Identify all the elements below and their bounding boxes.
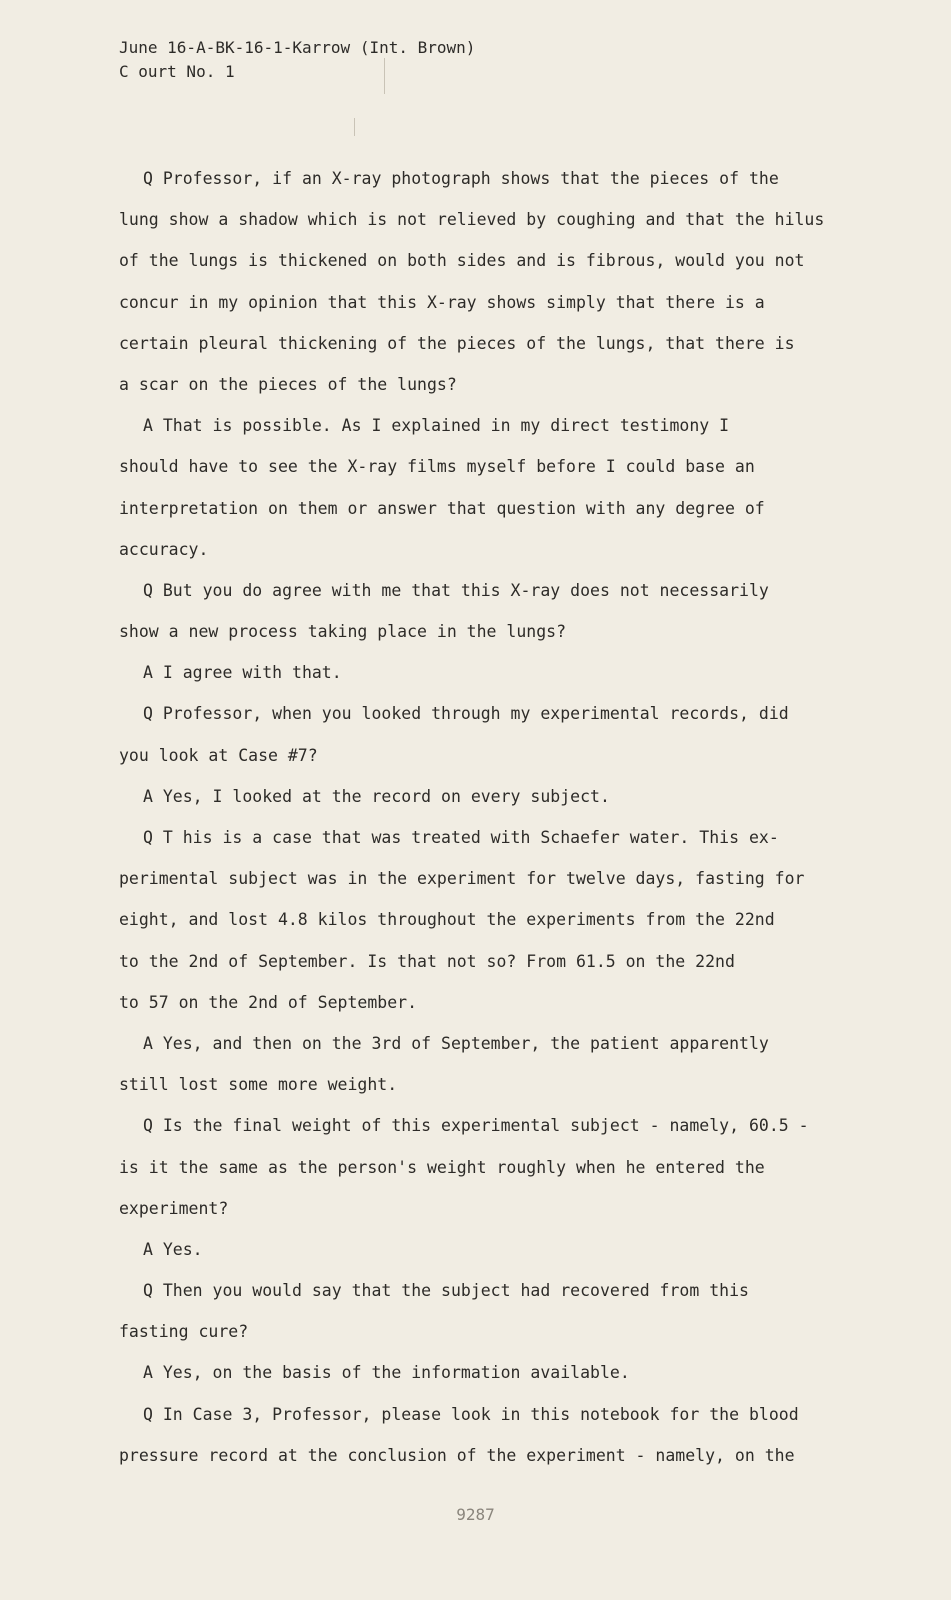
transcript-line: accuracy. xyxy=(119,539,209,559)
document-header xyxy=(119,36,475,84)
page-number: 9287 xyxy=(456,1505,495,1524)
transcript-line: A Yes. xyxy=(143,1239,203,1259)
transcript-line: still lost some more weight. xyxy=(119,1075,398,1095)
transcript-line: Q Then you would say that the subject had recovered from this xyxy=(143,1281,749,1301)
header-case-line: June 16-A-BK-16-1-Karrow (Int. Brown) xyxy=(119,38,476,57)
transcript-line: lung show a shadow which is not relieved by coughing and that the hilus xyxy=(119,210,825,230)
paper-crease-mark xyxy=(384,58,385,94)
transcript-line: concur in my opinion that this X-ray shows simply that there is a xyxy=(119,292,765,312)
transcript-line: A Yes, on the basis of the information available. xyxy=(143,1363,630,1383)
transcript-line: of the lungs is thickened on both sides and is fibrous, would you not xyxy=(119,251,805,271)
transcript-line: A Yes, and then on the 3rd of September, the patient apparently xyxy=(143,1033,769,1053)
transcript-line: experiment? xyxy=(119,1198,229,1218)
paper-crease-mark xyxy=(354,118,355,136)
transcript-line: a scar on the pieces of the lungs? xyxy=(119,374,457,394)
header-court-line: C ourt No. 1 xyxy=(119,62,235,81)
transcript-line: A I agree with that. xyxy=(143,663,342,683)
transcript-body xyxy=(119,158,859,1476)
transcript-line: interpretation on them or answer that question with any degree of xyxy=(119,498,765,518)
transcript-line: to the 2nd of September. Is that not so? From 61.5 on the 22nd xyxy=(119,951,735,971)
transcript-line: to 57 on the 2nd of September. xyxy=(119,992,418,1012)
transcript-line: Q Professor, when you looked through my experimental records, did xyxy=(143,704,789,724)
transcript-line: Q Professor, if an X-ray photograph shows that the pieces of the xyxy=(143,169,779,188)
transcript-line: fasting cure? xyxy=(119,1322,249,1342)
transcript-line: perimental subject was in the experiment for twelve days, fasting for xyxy=(119,869,805,889)
transcript-line: Q Is the final weight of this experimental subject - namely, 60.5 - xyxy=(143,1116,809,1136)
transcript-line: show a new process taking place in the lungs? xyxy=(119,622,567,642)
transcript-line: certain pleural thickening of the pieces of the lungs, that there is xyxy=(119,333,795,353)
transcript-line: is it the same as the person's weight roughly when he entered the xyxy=(119,1157,765,1177)
transcript-line: Q In Case 3, Professor, please look in this notebook for the blood xyxy=(143,1404,799,1424)
transcript-line: you look at Case #7? xyxy=(119,745,318,765)
transcript-line: A That is possible. As I explained in my direct testimony I xyxy=(143,416,730,436)
transcript-line: Q T his is a case that was treated with Schaefer water. This ex- xyxy=(143,828,779,847)
transcript-line: eight, and lost 4.8 kilos throughout the experiments from the 22nd xyxy=(119,910,775,930)
transcript-line: Q But you do agree with me that this X-ray does not necessarily xyxy=(143,580,769,600)
transcript-line: should have to see the X-ray films myself before I could base an xyxy=(119,457,755,477)
transcript-line: A Yes, I looked at the record on every subject. xyxy=(143,786,610,806)
transcript-line: pressure record at the conclusion of the experiment - namely, on the xyxy=(119,1445,795,1465)
